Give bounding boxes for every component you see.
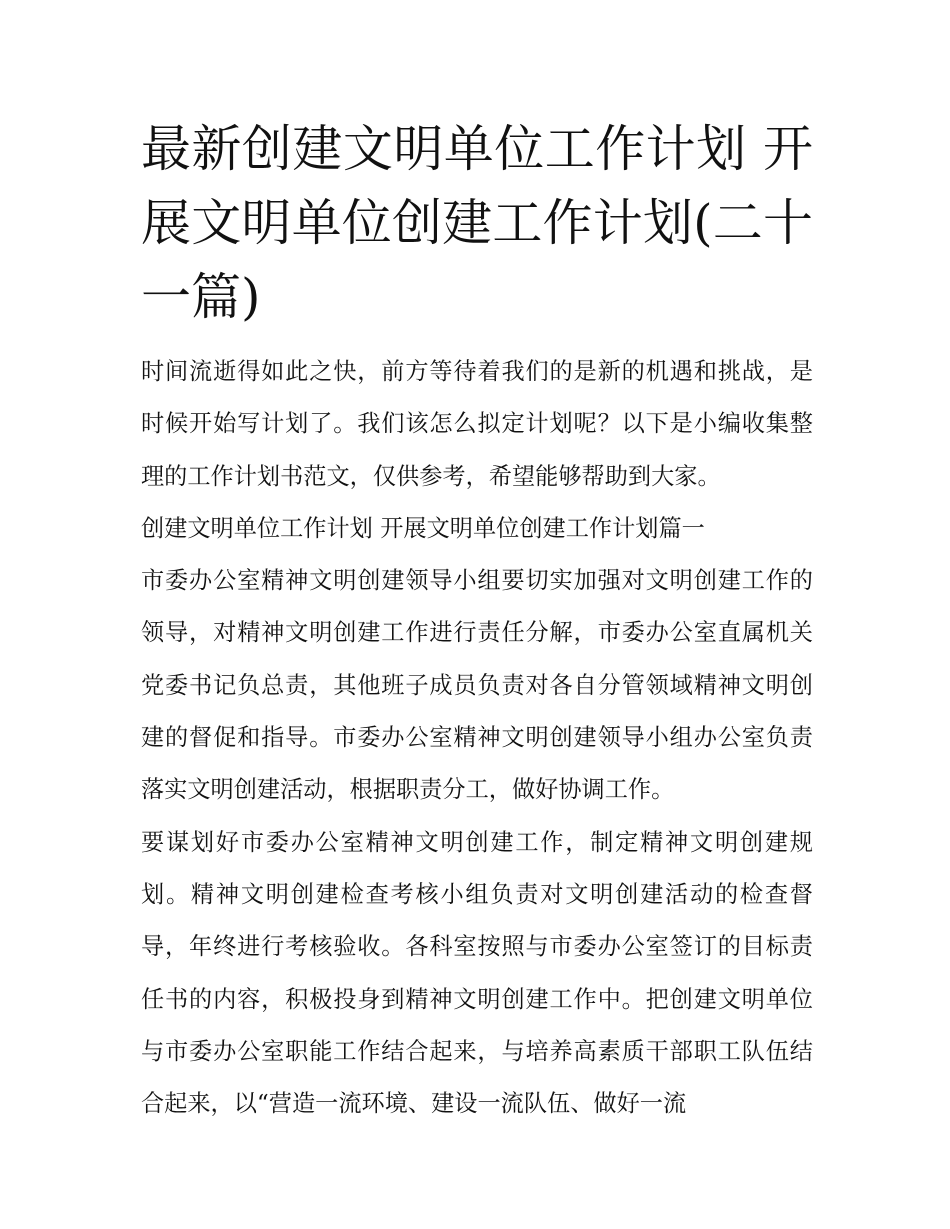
document-title: 最新创建文明单位工作计划 开展文明单位创建工作计划(二十一篇) [141, 120, 813, 326]
body-paragraph: 市委办公室精神文明创建领导小组要切实加强对文明创建工作的领导，对精神文明创建工作进行责任分解，市委办公室直属机关党委书记负总责，其他班子成员负责对各自分管领域精神文明创建的督促和指导。市委办公室精神文明创建领导小组办公室负责落实文明创建活动，根据职责分工，做好协调工作。 [141, 567, 813, 804]
document-body [141, 346, 813, 1130]
section-heading: 创建文明单位工作计划 开展文明单位创建工作计划篇一 [141, 514, 705, 542]
document-content [141, 112, 813, 1130]
intro-paragraph: 时间流逝得如此之快，前方等待着我们的是新的机遇和挑战，是时候开始写计划了。我们该怎么拟定计划呢？以下是小编收集整理的工作计划书范文，仅供参考，希望能够帮助到大家。 [141, 358, 813, 490]
body-paragraph: 要谋划好市委办公室精神文明创建工作，制定精神文明创建规划。精神文明创建检查考核小组负责对文明创建活动的检查督导，年终进行考核验收。各科室按照与市委办公室签订的目标责任书的内容，积极投身到精神文明创建工作中。把创建文明单位与市委办公室职能工作结合起来，与培养高素质干部职工队伍结合起来，以“营造一流环境、建设一流队伍、做好一流 [141, 828, 813, 1118]
